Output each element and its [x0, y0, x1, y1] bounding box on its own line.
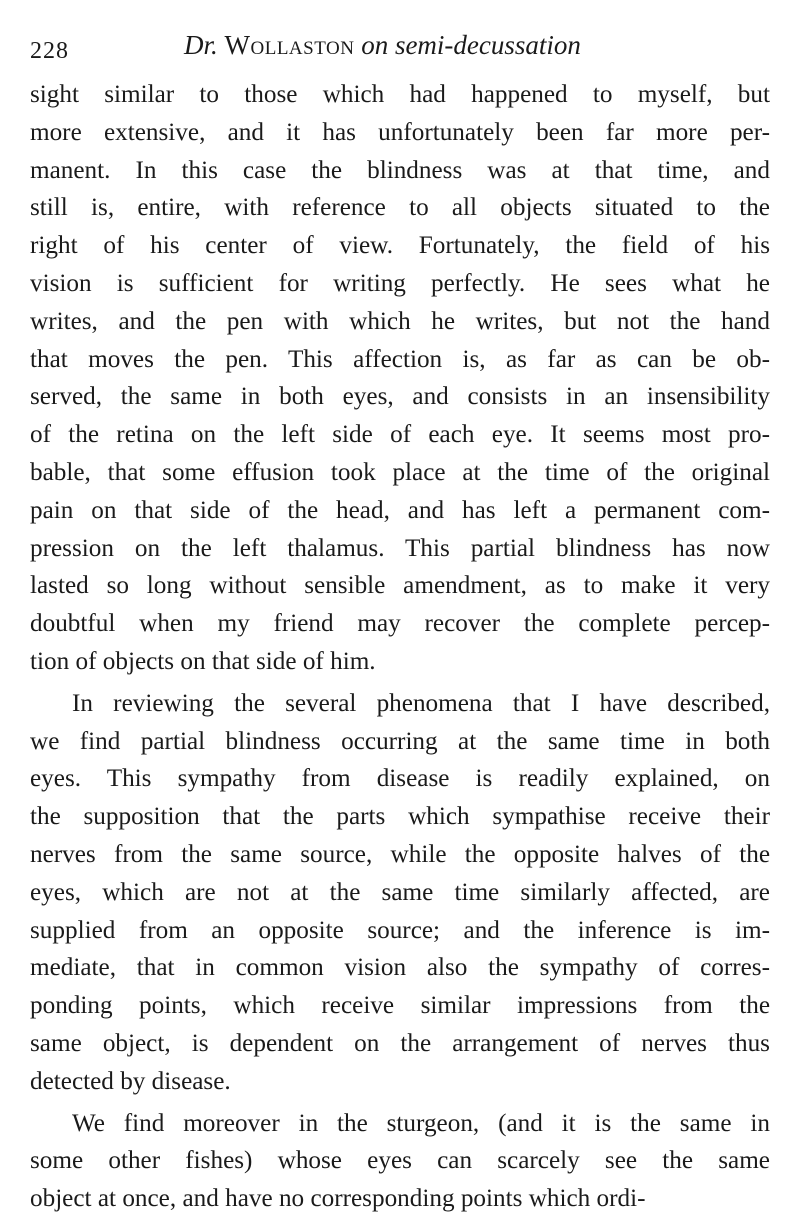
running-head [184, 30, 581, 61]
text-line: eyes, which are not at the same time similarly affected, are [30, 878, 770, 906]
text-line: mediate, that in common vision also the sympathy of corres- [30, 954, 770, 982]
paragraph [30, 1105, 770, 1218]
text-line: served, the same in both eyes, and consists in an insensibility [30, 383, 770, 411]
text-line: doubtful when my friend may recover the complete percep- [30, 610, 770, 638]
text-line: the supposition that the parts which sympathise receive their [30, 803, 770, 831]
text-line: supplied from an opposite source; and the inference is im- [30, 916, 770, 944]
text-line: nerves from the same source, while the opposite halves of the [30, 840, 770, 868]
text-line: ponding points, which receive similar impressions from the [30, 992, 770, 1020]
text-line: detected by disease. [30, 1067, 231, 1095]
text-line: object at once, and have no corresponding points which ordi- [30, 1185, 646, 1213]
text-line: still is, entire, with reference to all objects situated to the [30, 194, 770, 222]
text-line: pain on that side of the head, and has left a permanent com- [30, 496, 770, 524]
text-line: pression on the left thalamus. This partial blindness has now [30, 534, 770, 562]
text-line: In reviewing the several phenomena that I have described, [72, 689, 770, 717]
text-line: eyes. This sympathy from disease is readily explained, on [30, 765, 770, 793]
text-line: manent. In this case the blindness was at that time, and [30, 156, 770, 184]
text-line: we find partial blindness occurring at the same time in both [30, 727, 770, 755]
running-header [30, 28, 770, 68]
text-line: of the retina on the left side of each eye. It seems most pro- [30, 421, 770, 449]
body-text [30, 76, 770, 1218]
running-head-topic: on semi-decussation [361, 30, 581, 60]
text-line: more extensive, and it has unfortunately been far more per- [30, 118, 770, 146]
text-line: tion of objects on that side of him. [30, 647, 376, 675]
text-line: sight similar to those which had happened to myself, but [30, 81, 770, 108]
text-line: lasted so long without sensible amendment, as to make it very [30, 572, 770, 600]
paragraph [30, 76, 770, 681]
text-line: We find moreover in the sturgeon, (and it is the same in [72, 1109, 770, 1137]
text-line: that moves the pen. This affection is, as far as can be ob- [30, 345, 770, 373]
text-line: some other fishes) whose eyes can scarcely see the same [30, 1147, 770, 1175]
running-head-author: Dr. [184, 30, 218, 60]
paragraph [30, 685, 770, 1101]
text-line: same object, is dependent on the arrangement of nerves thus [30, 1029, 770, 1057]
text-line: bable, that some effusion took place at the time of the original [30, 458, 770, 486]
text-line: vision is sufficient for writing perfectly. He sees what he [30, 269, 770, 297]
text-line: right of his center of view. Fortunately, the field of his [30, 232, 770, 260]
page-number: 228 [30, 38, 69, 64]
text-line: writes, and the pen with which he writes, but not the hand [30, 307, 770, 335]
running-head-name: Wollaston [224, 30, 355, 60]
